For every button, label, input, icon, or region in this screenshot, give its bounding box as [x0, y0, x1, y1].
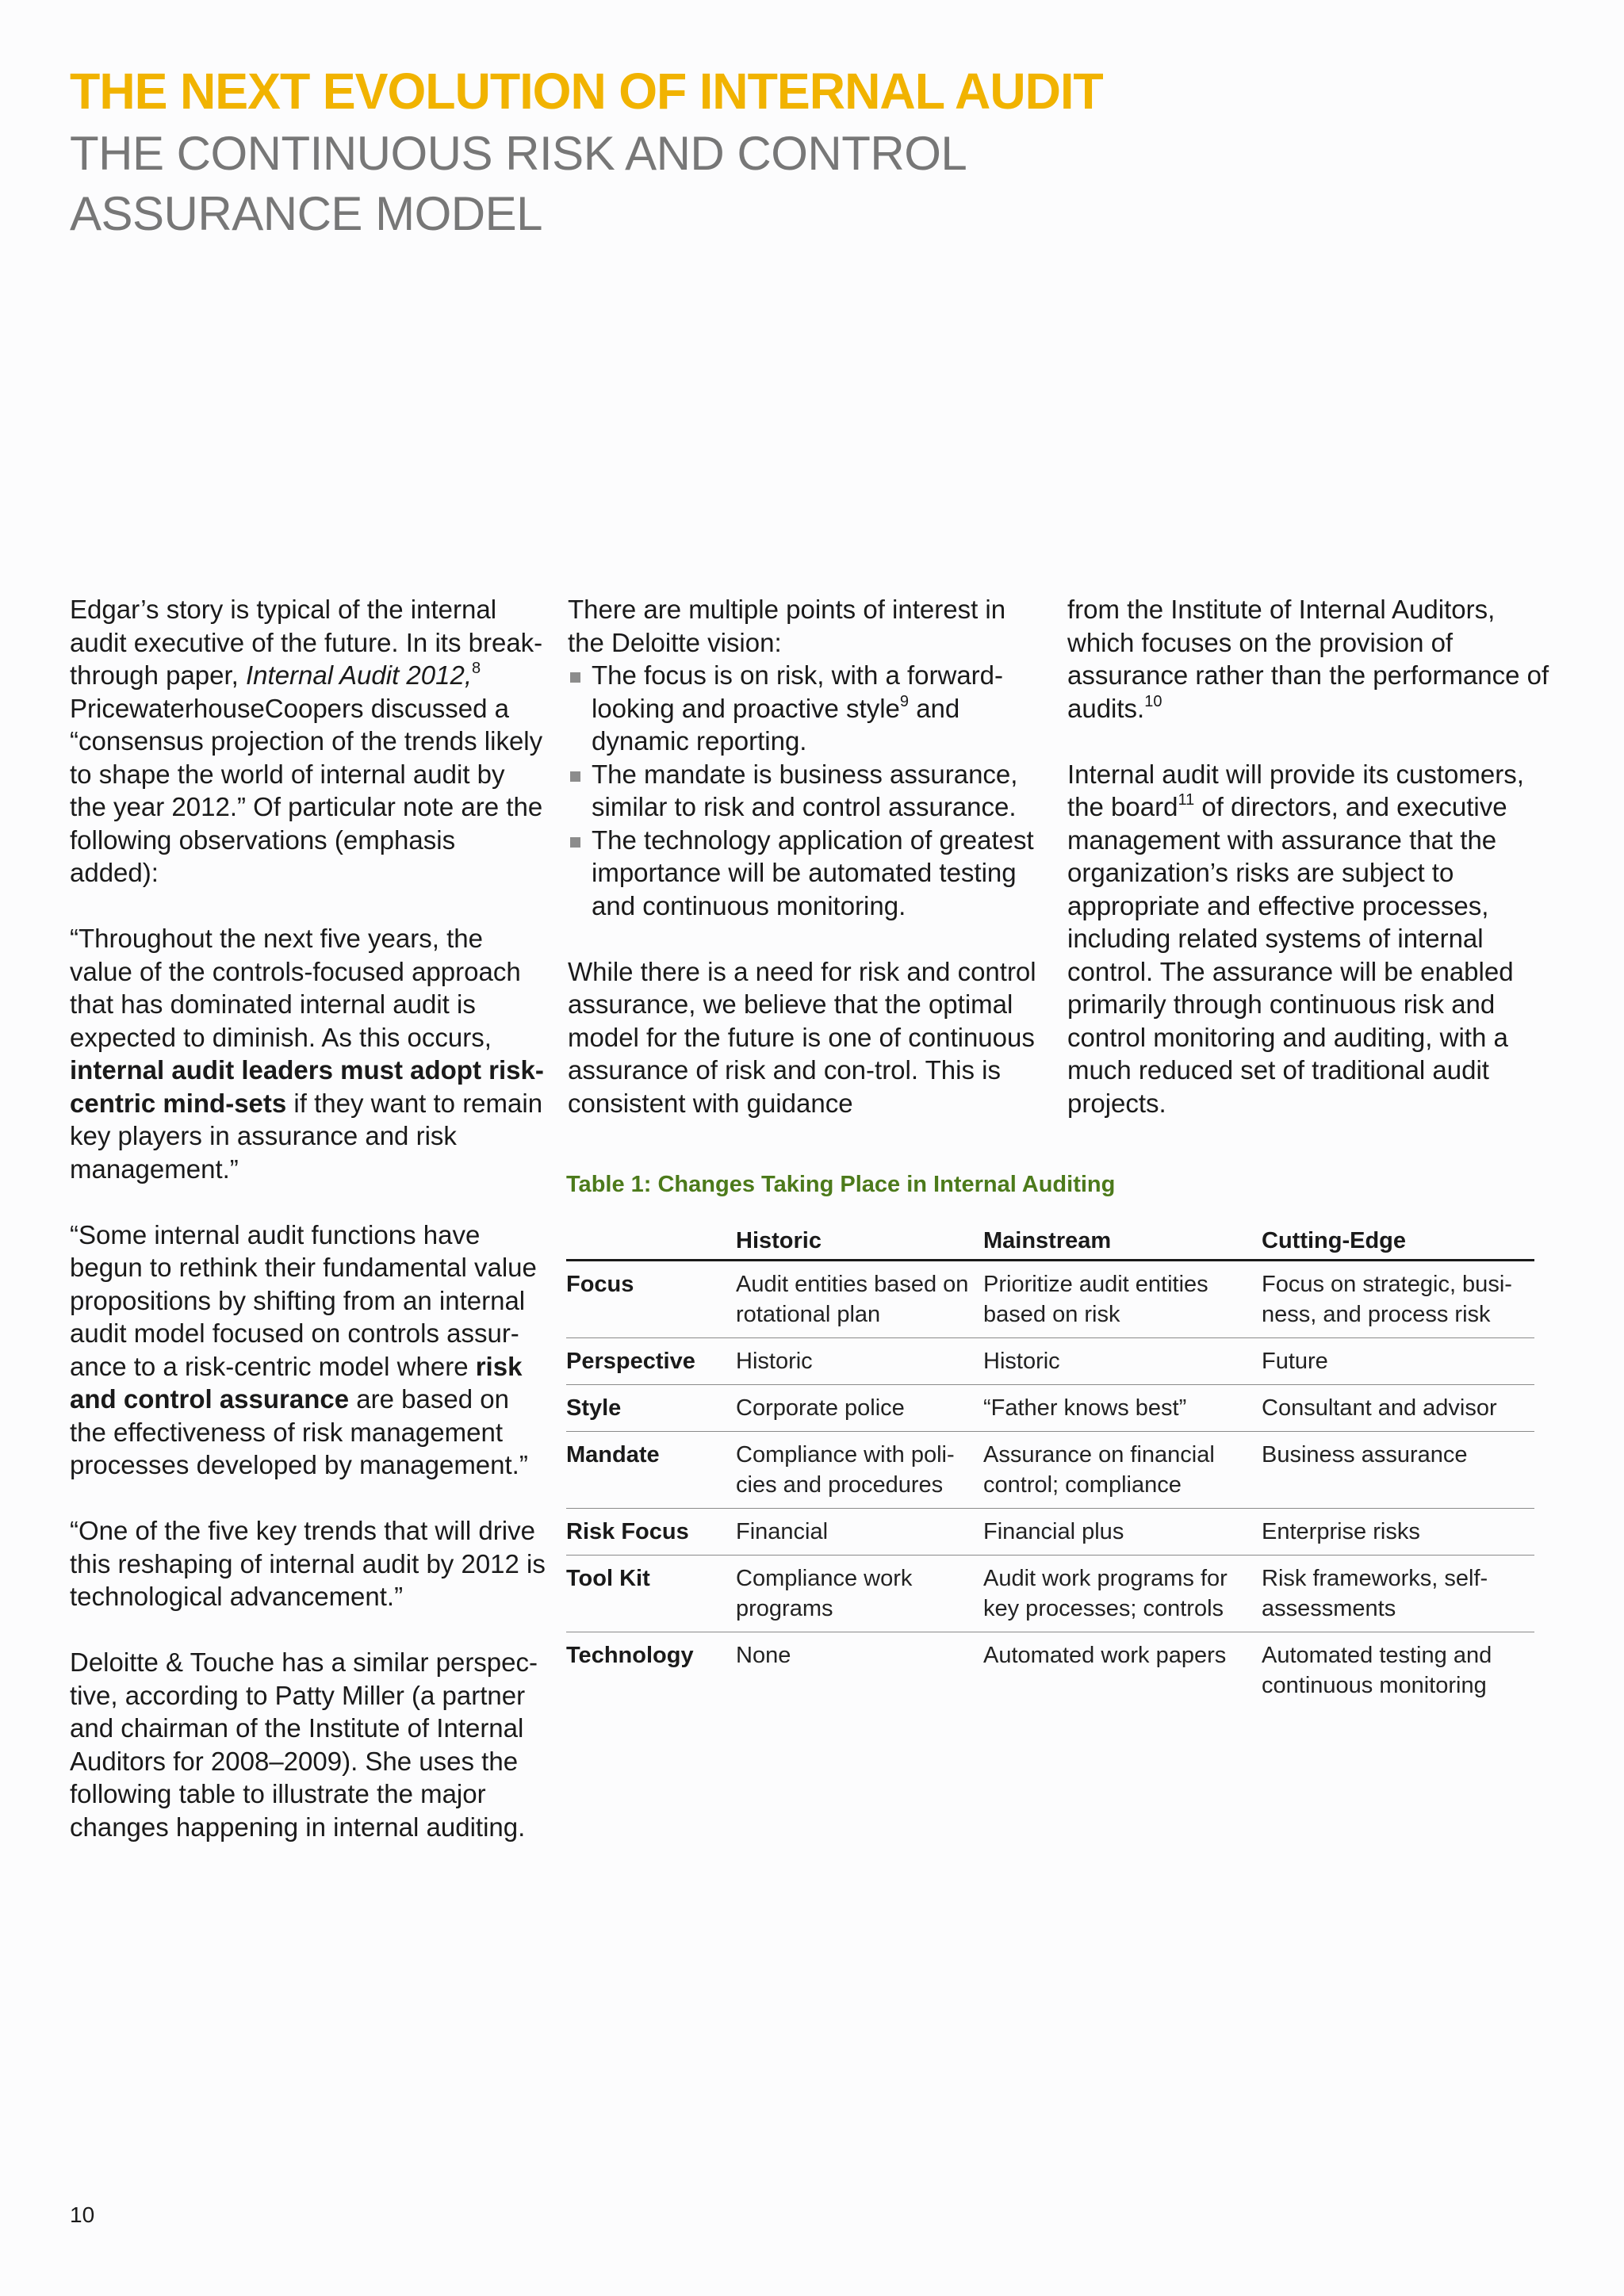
column-2: [568, 593, 1044, 1153]
table-cell: Financial: [736, 1509, 983, 1556]
table-row-header: Technology: [566, 1643, 694, 1668]
list-item: The technology application of greatest importance will be automated testing and continuous monitoring.: [568, 824, 1044, 923]
table-header-cell: Cutting-Edge: [1262, 1221, 1534, 1261]
table-header-cell: Mainstream: [983, 1221, 1262, 1261]
paragraph: Internal audit will provide its customers, the board$^{11}$ of directors, and executive management with assurance that the organization’s risks are subject to appropriate and effective processes, including related systems of internal control. The assurance will be enabled primarily through continuous risk and control monitoring and auditing, with a much reduced set of traditional audit projects.: [1067, 759, 1524, 1118]
page-number: 10: [70, 2202, 95, 2227]
table-cell: Historic: [983, 1338, 1262, 1385]
table-cell: Historic: [736, 1338, 983, 1385]
quote: “Some internal audit functions have begun to rethink their fundamental value propositions by shifting from an internal audit model focused on controls assur-ance to a risk-centric model where risk and control assurance are based on the effectiveness of risk management processes developed by management.”: [70, 1219, 537, 1479]
page-subtitle: THE CONTINUOUS RISK AND CONTROL ASSURANCE MODEL: [70, 127, 966, 240]
table-cell: Audit work programs for key processes; controls: [983, 1556, 1262, 1632]
table-title: Table 1: Changes Taking Place in Internal Auditing: [566, 1172, 1116, 1197]
table-header-cell: Historic: [736, 1221, 983, 1261]
table-row: [566, 1556, 1534, 1632]
table-cell: Future: [1262, 1338, 1534, 1385]
table-cell: Focus on strategic, busi-ness, and process risk: [1262, 1261, 1534, 1338]
table-cell: Enterprise risks: [1262, 1509, 1534, 1556]
table-row: [566, 1261, 1534, 1338]
table-header-cell: [566, 1221, 736, 1261]
table-cell: Automated work papers: [983, 1643, 1227, 1668]
table-row-header: Focus: [566, 1261, 736, 1338]
table-row-header: Tool Kit: [566, 1556, 736, 1632]
table-row: [566, 1632, 1534, 1709]
paragraph: Deloitte & Touche has a similar perspec-tive, according to Patty Miller (a partner and chairman of the Institute of Internal Auditors for 2008–2009). She uses the following table to illustrate the major changes happening in internal auditing.: [70, 1647, 538, 1842]
table-cell: Audit entities based on rotational plan: [736, 1261, 983, 1338]
table-cell: Corporate police: [736, 1385, 983, 1432]
quote: “One of the five key trends that will drive this reshaping of internal audit by 2012 is technological advancement.”: [70, 1516, 546, 1611]
table-row: [566, 1385, 1534, 1432]
paragraph: There are multiple points of interest in the Deloitte vision:: [568, 595, 1006, 657]
paragraph: Edgar’s story is typical of the internal audit executive of the future. In its break-through paper, Internal Audit 2012,$^8$ PricewaterhouseCoopers discussed a “consensus projection of the trends likely to shape the world of internal audit by the year 2012.” Of particular note are the following observations (emphasis added):: [70, 595, 543, 887]
table-row: [566, 1509, 1534, 1556]
table-cell: Business assurance: [1262, 1432, 1534, 1509]
list-item: The mandate is business assurance, similar to risk and control assurance.: [568, 758, 1044, 824]
paragraph: from the Institute of Internal Auditors, which focuses on the provision of assurance rather than the performance of audits.$^{10}$: [1067, 595, 1549, 723]
paragraph: While there is a need for risk and control assurance, we believe that the optimal model for the future is one of continuous assurance of risk and con-trol. This is consistent with guidance: [568, 956, 1036, 1118]
table-row-header: Style: [566, 1385, 736, 1432]
table-cell: None: [736, 1643, 791, 1668]
table-cell: Risk frameworks, self-assessments: [1262, 1556, 1534, 1632]
table-cell: Prioritize audit entities based on risk: [983, 1261, 1262, 1338]
table-row: [566, 1338, 1534, 1385]
table-cell: Compliance work programs: [736, 1556, 983, 1632]
table-row-header: Mandate: [566, 1432, 736, 1509]
table-cell: Compliance with poli-cies and procedures: [736, 1432, 983, 1509]
page-title: THE NEXT EVOLUTION OF INTERNAL AUDIT: [70, 63, 1103, 120]
table-cell: Automated testing and continuous monitoring: [1262, 1643, 1492, 1698]
list-item: The focus is on risk, with a forward-looking and proactive style$^9$ and dynamic reporting.: [568, 659, 1044, 758]
table-cell: “Father knows best”: [983, 1385, 1262, 1432]
table-cell: Consultant and advisor: [1262, 1385, 1534, 1432]
table-row-header: Risk Focus: [566, 1509, 736, 1556]
table-row-header: Perspective: [566, 1338, 736, 1385]
table-row: [566, 1432, 1534, 1509]
quote: “Throughout the next five years, the value of the controls-focused approach that has dominated internal audit is expected to diminish. As this occurs, internal audit leaders must adopt risk-centric mind-sets if they want to remain key players in assurance and risk management.”: [70, 924, 544, 1184]
column-1: [70, 593, 546, 1877]
changes-table: [566, 1221, 1534, 1709]
table-cell: Assurance on financial control; compliance: [983, 1432, 1262, 1509]
column-3: [1067, 593, 1559, 1153]
bullet-list: [568, 659, 1044, 922]
table-header-row: [566, 1221, 1534, 1261]
table-cell: Financial plus: [983, 1509, 1262, 1556]
